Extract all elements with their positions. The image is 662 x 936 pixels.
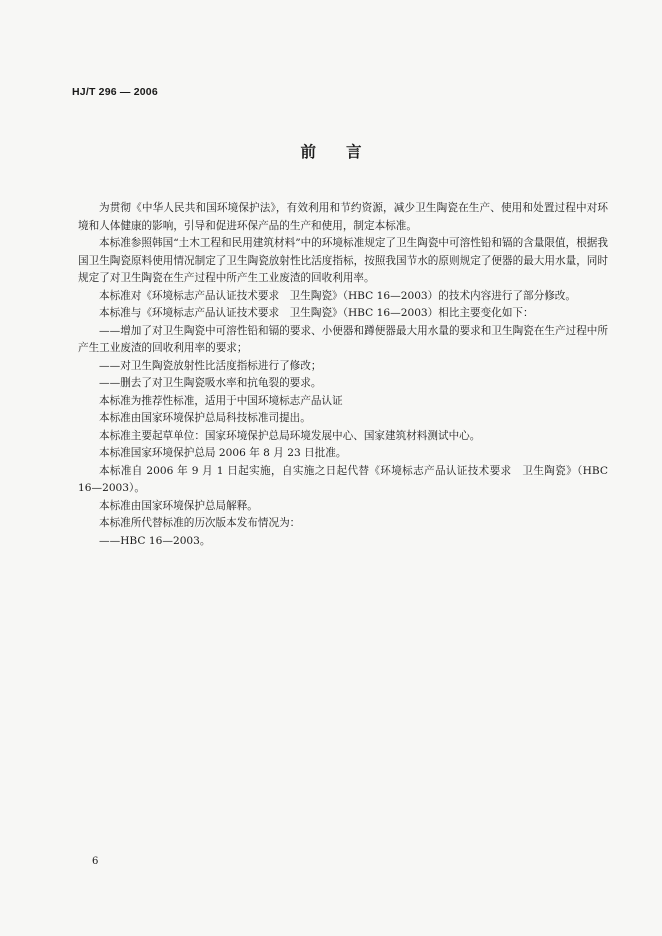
paragraph-change-2: ——对卫生陶瓷放射性比活度指标进行了修改；	[99, 359, 322, 372]
paragraph-proposer: 本标准由国家环境保护总局科技标准司提出。	[99, 412, 311, 424]
foreword-body	[78, 200, 608, 550]
paragraph-revision: 本标准对《环境标志产品认证技术要求 卫生陶瓷》（HBC 16—2003）的技术内容进行了部分修改。	[99, 289, 576, 302]
paragraph-change-1: ——增加了对卫生陶瓷中可溶性铅和镉的要求、小便器和蹲便器最大用水量的要求和卫生陶瓷在生产过程中所产生工业废渣的回收利用率的要求；	[78, 324, 608, 354]
paragraph-history-intro: 本标准所代替标准的历次版本发布情况为：	[99, 517, 301, 529]
paragraph-changes-intro: 本标准与《环境标志产品认证技术要求 卫生陶瓷》（HBC 16—2003）相比主要变化如下：	[99, 307, 534, 319]
title-char-1: 前	[300, 143, 316, 161]
paragraph-effective: 本标准自 2006 年 9 月 1 日起实施，自实施之日起代替《环境标志产品认证技术要求 卫生陶瓷》（HBC 16—2003）。	[78, 464, 608, 494]
paragraph-history-item: ——HBC 16—2003。	[99, 534, 211, 547]
paragraph-interpretation: 本标准由国家环境保护总局解释。	[99, 499, 258, 512]
paragraph-approval: 本标准国家环境保护总局 2006 年 8 月 23 日批准。	[99, 447, 347, 459]
paragraph-reference: 本标准参照韩国“土木工程和民用建筑材料”中的环境标准规定了卫生陶瓷中可溶性铅和镉的含量限值，根据我国卫生陶瓷原料使用情况制定了卫生陶瓷放射性比活度指标，按照我国节水的原则规定了便器的最大用水量，同时规定了对卫生陶瓷在生产过程中所产生工业废渣的回收利用率。	[78, 237, 608, 284]
paragraph-change-3: ——删去了对卫生陶瓷吸水率和抗龟裂的要求。	[99, 377, 322, 389]
page-title	[0, 140, 662, 162]
page-number: 6	[92, 856, 99, 867]
paragraph-purpose: 为贯彻《中华人民共和国环境保护法》，有效利用和节约资源，减少卫生陶瓷在生产、使用和处置过程中对环境和人体健康的影响，引导和促进环保产品的生产和使用，制定本标准。	[78, 202, 608, 232]
paragraph-drafters: 本标准主要起草单位：国家环境保护总局环境发展中心、国家建筑材料测试中心。	[99, 429, 481, 442]
standard-code: HJ/T 296 — 2006	[72, 86, 158, 98]
title-char-2: 言	[346, 143, 362, 161]
paragraph-recommended: 本标准为推荐性标准，适用于中国环境标志产品认证	[99, 394, 343, 407]
